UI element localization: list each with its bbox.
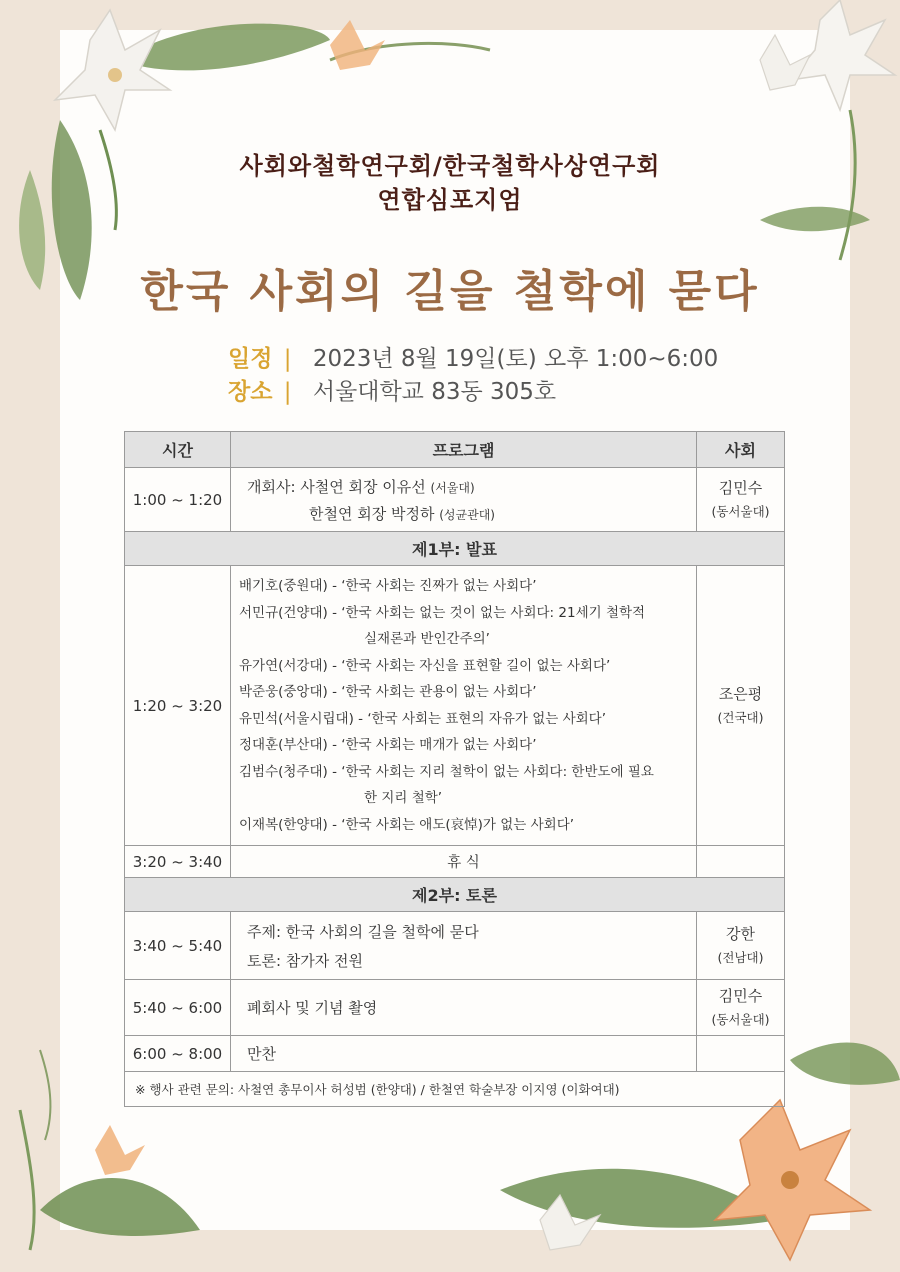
talk-item: 유가연(서강대) - ‘한국 사회는 자신을 표현할 길이 없는 사회다’: [239, 657, 611, 674]
talk-item-continued: 실재론과 반인간주의’: [364, 631, 490, 647]
schedule-row: [228, 340, 718, 373]
venue-row: [228, 373, 556, 406]
talk-item: 이재복(한양대) - ‘한국 사회는 애도(哀悼)가 없는 사회다’: [239, 816, 575, 833]
venue-separator: |: [283, 379, 292, 405]
table-row-discussion: [125, 912, 785, 980]
time-cell: 3:20 ~ 3:40: [125, 846, 231, 878]
section-row-part1: 제1부: 발표: [125, 532, 785, 566]
host-cell: 강한 (전남대): [697, 912, 785, 980]
talk-item: 김범수(청주대) - ‘한국 사회는 지리 철학이 없는 사회다: 한반도에 필요: [239, 763, 654, 780]
program-cell: 만찬: [231, 1036, 697, 1072]
organizer-line-2: 연합심포지엄: [377, 186, 523, 214]
talk-item: 서민규(건양대) - ‘한국 사회는 없는 것이 없는 사회다: 21세기 철학적: [239, 604, 646, 621]
table-row-note: [125, 1072, 785, 1107]
talk-item: 유민석(서울시립대) - ‘한국 사회는 표현의 자유가 없는 사회다’: [239, 710, 607, 727]
host-cell: 김민수 (동서울대): [697, 980, 785, 1036]
venue-value: 서울대학교 83동 305호: [312, 379, 557, 405]
host-cell: 조은평 (건국대): [697, 566, 785, 846]
table-header-row: [125, 432, 785, 468]
host-cell: 김민수 (동서울대): [697, 468, 785, 532]
program-cell: 주제: 한국 사회의 길을 철학에 묻다 토론: 참가자 전원: [231, 912, 697, 980]
symposium-title: 한국 사회의 길을 철학에 묻다: [140, 266, 760, 317]
table-row-talks: [125, 566, 785, 846]
talk-item-continued: 한 지리 철학’: [364, 790, 443, 806]
table-row-opening: [125, 468, 785, 532]
time-cell: 5:40 ~ 6:00: [125, 980, 231, 1036]
schedule-label: 일정: [228, 346, 273, 372]
table-row-closing: [125, 980, 785, 1036]
time-cell: 6:00 ~ 8:00: [125, 1036, 231, 1072]
inquiry-note: ※ 행사 관련 문의: 사철연 총무이사 허성범 (한양대) / 한철연 학술부장 이지영 (이화여대): [125, 1072, 785, 1107]
program-cell: 폐회사 및 기념 촬영: [231, 980, 697, 1036]
talk-item: 배기호(중원대) - ‘한국 사회는 진짜가 없는 사회다’: [239, 578, 537, 594]
table-row-dinner: [125, 1036, 785, 1072]
time-cell: 3:40 ~ 5:40: [125, 912, 231, 980]
host-cell: [697, 846, 785, 878]
opening-line-1: 개회사: 사철연 회장 이유선 (서울대): [247, 477, 475, 496]
program-cell: [231, 468, 697, 532]
organizer-line-1: 사회와철학연구회/한국철학사상연구회: [239, 152, 661, 180]
section-row-part2: 제2부: 토론: [125, 878, 785, 912]
program-table: [124, 431, 785, 1107]
header-program: 프로그램: [231, 432, 697, 468]
opening-line-2: 한철연 회장 박정하 (성균관대): [309, 504, 495, 523]
time-cell: 1:00 ~ 1:20: [125, 468, 231, 532]
table-row-break: [125, 846, 785, 878]
venue-label: 장소: [228, 379, 273, 405]
program-cell: 휴 식: [231, 846, 697, 878]
host-cell: [697, 1036, 785, 1072]
talk-item: 박준웅(중앙대) - ‘한국 사회는 관용이 없는 사회다’: [239, 684, 537, 700]
header-time: 시간: [125, 432, 231, 468]
schedule-value: 2023년 8월 19일(토) 오후 1:00~6:00: [312, 346, 719, 372]
talk-item: 정대훈(부산대) - ‘한국 사회는 매개가 없는 사회다’: [239, 737, 537, 753]
header-host: 사회: [697, 432, 785, 468]
schedule-separator: |: [283, 346, 292, 372]
talks-cell: [231, 566, 697, 846]
time-cell: 1:20 ~ 3:20: [125, 566, 231, 846]
